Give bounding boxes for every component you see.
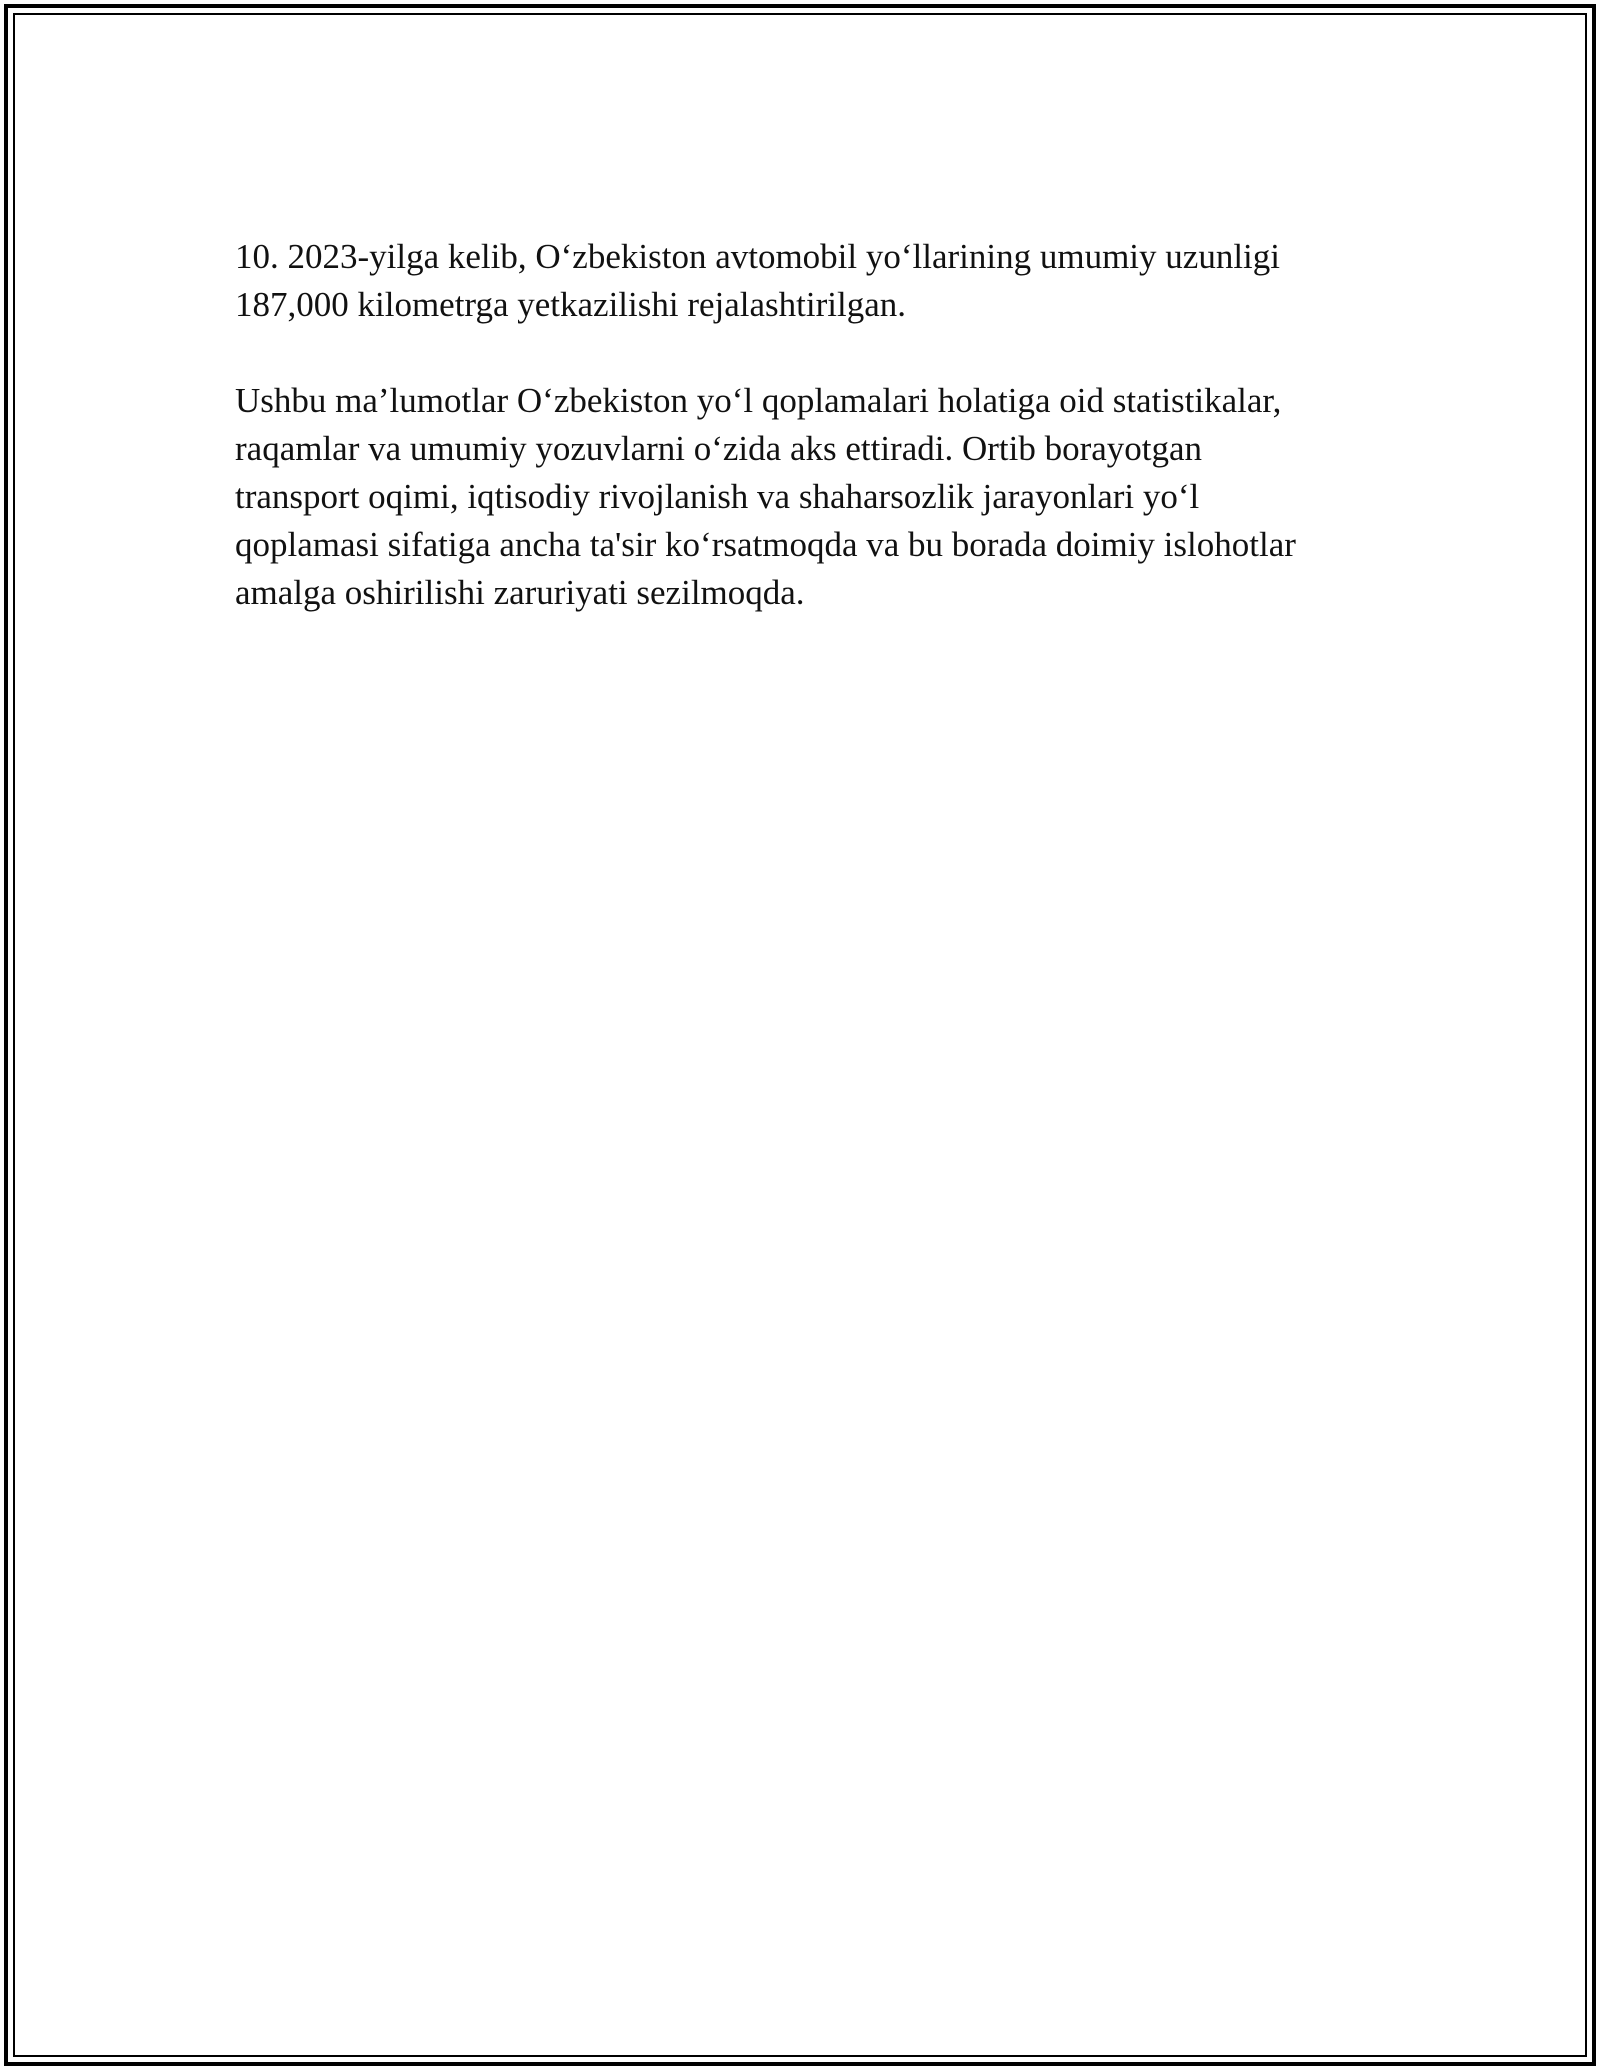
paragraph-road-length-plan: 10. 2023-yilga kelib, O‘zbekiston avtomobil yo‘llarining umumiy uzunligi 187,000 kilometrga yetkazilishi rejalashtirilgan.	[235, 237, 1280, 324]
document-body	[235, 233, 1365, 617]
paragraph-road-condition-summary: Ushbu ma’lumotlar O‘zbekiston yo‘l qoplamalari holatiga oid statistikalar, raqamlar va umumiy yozuvlarni o‘zida aks ettiradi. Ortib borayotgan transport oqimi, iqtisodiy rivojlanish va shaharsozlik jarayonlari yo‘l qoplamasi sifatiga ancha ta'sir ko‘rsatmoqda va bu borada doimiy islohotlar amalga oshirilishi zaruriyati sezilmoqda.	[235, 381, 1296, 612]
